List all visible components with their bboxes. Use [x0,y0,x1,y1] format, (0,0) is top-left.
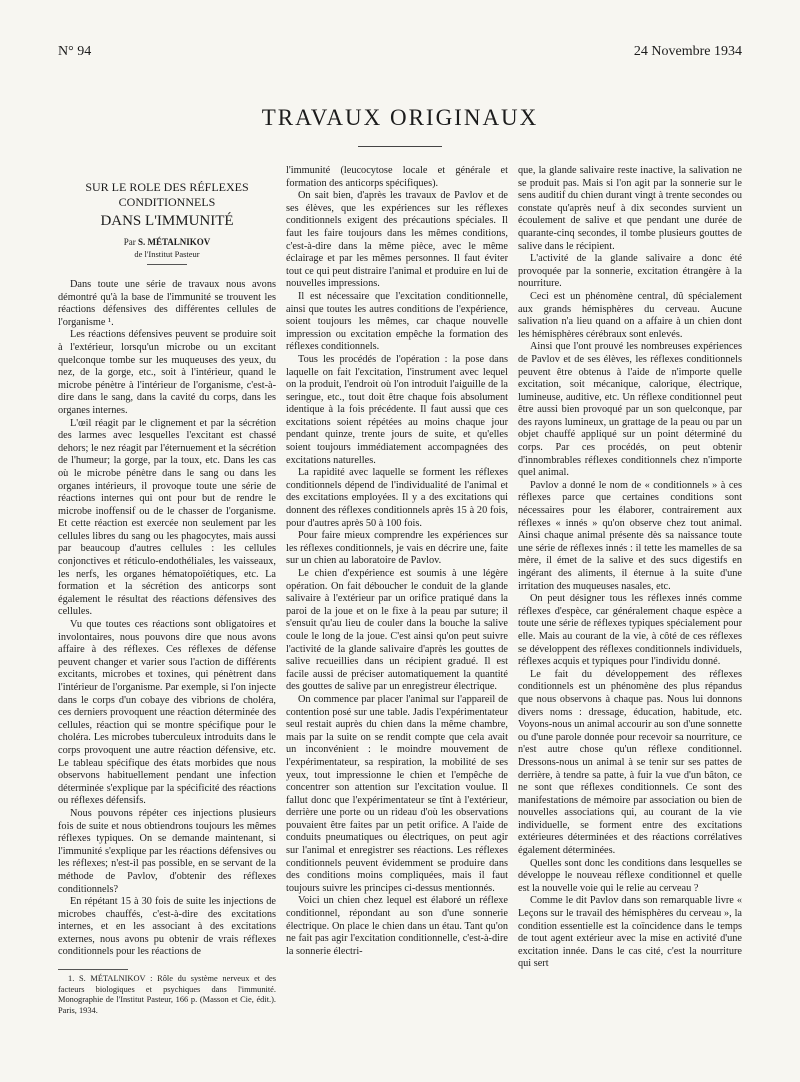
paragraph: Ainsi que l'ont prouvé les nombreuses expériences de Pavlov et de ses élèves, les réflexes conditionnels peuvent être obtenus à l'aide de n'importe quelle excitation, soit mécanique, calorique, électrique, lumineuse, auditive, etc. Un réflexe conditionnel peut être aussi bien provoqué par un son quelconque, par des rayons lumineux, un grattage de la peau ou par un objet chauffé appliqué sur un point déterminé du corps. Par ces procédés, on peut obtenir d'innombrables réflexes conditionnels chez n'importe quel animal. [518,341,742,479]
column-3 [518,165,742,971]
paragraph: Nous pouvons répéter ces injections plusieurs fois de suite et nous obtiendrons toujours les mêmes réflexes typiques. On se demande maintenant, si l'immunité s'explique par les réactions défensives ou les réflexes; n'est-il pas possible, en se servant de la méthode de Pavlov, d'obtenir des réflexes conditionnels? [58,807,276,895]
paragraph: Pavlov a donné le nom de « conditionnels » à ces réflexes parce que certaines conditions sont nécessaires pour les élaborer, contrairement aux réflexes « innés » qu'on observe chez tout animal. Ainsi chaque animal présente dès sa naissance toute une série de réflexes innés : il tette les mamelles de sa mère, il émet de la salive et des sucs digestifs en ingérant des aliments, il éternue à la suite d'une irritation des muqueuses nasales, etc. [518,479,742,592]
author-name: S. MÉTALNIKOV [137,237,211,247]
paragraph: Pour faire mieux comprendre les expériences sur les réflexes conditionnels, je vais en décrire une, faite sur un chien au laboratoire de Pavlov. [286,530,508,567]
paragraph: On commence par placer l'animal sur l'appareil de contention posé sur une table. Jadis l'expérimentateur seul restait auprès du chien dans la même chambre, mais par la suite on se rendit compte que cela avait un inconvénient : le moindre mouvement de l'expérimentateur, sa respiration, la mobilité de ses yeux, tout impressionne le chien et l'empêche de concentrer son attention sur l'excitation voulue. Il fallut donc que l'expérimentateur se tînt à l'extérieur, derrière une porte ou un rideau d'où les observations pouvaient être faites par un petit orifice. A l'aide de conduits pneumatiques ou électriques, on peut agir sur l'animal et enregistrer ses réactions. Les réflexes conditionnels peuvent évidemment se produire dans des conditions moins compliquées, mais il faut toujours suivre les principes ci-dessus mentionnés. [286,693,508,894]
paragraph: En répétant 15 à 30 fois de suite les injections de microbes chauffés, c'est-à-dire des excitations internes, et en les associant à des excitations externes, nous avons pu obtenir de vrais réflexes conditionnels pour les réactions de [58,896,276,958]
paragraph: L'activité de la glande salivaire a donc été provoquée par la sonnerie, excitation étrangère à la nourriture. [518,253,742,290]
paragraph: Le chien d'expérience est soumis à une légère opération. On fait déboucher le conduit de la glande salivaire à l'extérieur par un orifice pratiqué dans la paroi de la joue et on le fixe à la peau par suture; il s'ensuit qu'au lieu de couler dans la bouche la salive coule le long de la joue. C'est ainsi qu'on peut suivre l'activité de la glande salivaire d'après les gouttes de salive recueillies dans un récipient gradué. Il est facile aussi de préciser automatiquement la quantité des gouttes de salive par un enregistreur électrique. [286,568,508,693]
title-rule [358,146,442,147]
paragraph: Dans toute une série de travaux nous avons démontré qu'à la base de l'immunité se trouvent les réactions défensives des différentes cellules de l'organisme ¹. [58,279,276,328]
paragraph: Comme le dit Pavlov dans son remarquable livre « Leçons sur le travail des hémisphères du cerveau », la condition essentielle est la coïncidence dans le temps de tout agent extérieur avec la mise en activité d'une excitation innée. Dans le cas cité, c'est la nourriture qui sert [518,895,742,970]
paragraph: Les réactions défensives peuvent se produire soit à l'extérieur, lorsqu'un microbe ou un excitant quelconque tombe sur les muqueuses des yeux, du nez, de la gorge, etc., soit à l'intérieur, quand le microbe pénètre à l'intérieur de l'organisme, c'est-à-dire dans le sang, dans la cavité du corps, dans les organes internes. [58,329,276,416]
footnote-text: 1. S. MÉTALNIKOV : Rôle du système nerveux et des facteurs biologiques et psychiques dans l'immunité. Monographie de l'Institut Pasteur, 166 p. (Masson et Cie, édit.). Paris, 1934. [58,974,276,1015]
paragraph: Ceci est un phénomène central, dû spécialement aux grands hémisphères du cerveau. Aucune salivation n'a lieu quand on a affaire à un chien dont les hémisphères cérébraux sont enlevés. [518,290,742,340]
paragraph: Voici un chien chez lequel est élaboré un réflexe conditionnel, répondant au son d'une sonnerie électrique. On place le chien dans un étau. Tant qu'on ne fait pas agir l'excitation conditionnelle, c'est-à-dire la sonnerie électri- [286,895,508,957]
paragraph: La rapidité avec laquelle se forment les réflexes conditionnels dépend de l'individualité de l'animal et des excitations employées. Il y a des excitations qui donnent des réflexes conditionnels après 15 à 20 fois, pour d'autres après 50 à 100 fois. [286,467,508,529]
issue-date: 24 Novembre 1934 [633,44,742,59]
paragraph: On sait bien, d'après les travaux de Pavlov et de ses élèves, que les expériences sur les réflexes conditionnels exigent des précautions spéciales. Il faut les faire toujours dans les mêmes conditions, c'est-à-dire dans la même pièce, avec le même éclairage et par les mêmes personnes. Il faut éviter tout ce qui peut distraire l'animal et produire en lui de nouvelles impressions. [286,190,508,290]
paragraph: Le fait du développement des réflexes conditionnels est un phénomène des plus répandus que nous observons à chaque pas. Nous lui donnons divers noms : dressage, éducation, habitude, etc. Voyons-nous un animal accourir au son d'une sonnette ou d'une parole donnée pour recevoir sa nourriture, ce n'est autre chose qu'un réflexe conditionnel. Dressons-nous un animal à se tenir sur ses pattes de derrière, à tendre sa patte, à fuir la vue d'un bâton, ce ne sont que réflexes conditionnels. Ce sont des manifestations de mémoire par association ou bien de nouvelles associations qui, au courant de la vie individuelle, se forment entre des excitations extérieures déterminées et des réactions corrélatives également déterminées. [518,668,742,857]
footnote-rule [58,969,128,970]
paragraph: Quelles sont donc les conditions dans lesquelles se développe le nouveau réflexe conditionnel et quelle est la nouvelle voie qui le relie au cerveau ? [518,857,742,894]
column-2 [286,165,508,958]
paragraph: Tous les procédés de l'opération : la pose dans laquelle on fait l'excitation, l'instrument avec lequel on la produit, l'endroit où l'on introduit l'aiguille de la seringue, etc., tout doit être chaque fois absolument identique à la fois précédente. Il faut aussi que ces excitations soient répétées au moins chaque jour pendant quinze, trente jours de suite, et qu'elles soient toujours immédiatement accompagnées des excitations naturelles. [286,353,508,466]
column-1 [58,180,276,1016]
paragraph: Il est nécessaire que l'excitation conditionnelle, ainsi que toutes les autres conditions de l'expérience, soient toujours les mêmes, car chaque nouvelle impression ou excitation empêche la formation des réflexes conditionnels. [286,290,508,353]
paragraph: Vu que toutes ces réactions sont obligatoires et involontaires, nous pouvons dire que nous avons affaire à des réflexes. Ces réflexes de défense peuvent changer et varier sous l'action de différents excitants, microbes et toxines, qui pénètrent dans l'intérieur de l'organisme. Par exemple, si l'on injecte dans le corps d'un cobaye des vibrions de choléra, ces derniers provoquent une réaction déterminée des cellules, réaction qui se montre spécifique pour le choléra. Les microbes tuberculeux introduits dans le corps provoquent une autre réaction défensive, etc. Le tableau spécifique des états morbides que nous observons habituellement pendant une infection déterminée s'explique par la spécificité des réactions ou réflexes défensifs. [58,619,276,807]
footnote [58,974,276,1016]
section-title: TRAVAUX ORIGINAUX [261,105,539,130]
paragraph: L'œil réagit par le clignement et par la sécrétion des larmes avec lesquelles l'excitant est chassé dehors; le nez réagit par l'éternuement et la sécrétion de l'humeur; la gorge, par la toux, etc. Dans les cas où le microbe pénètre dans le sang ou dans les organes intérieurs, il provoque toute une série de réactions internes qui ont pour but de rendre le microbe inoffensif ou de le chasser de l'organisme. Et cette réaction est exercée non seulement par les cellules libres du sang ou les phagocytes, mais aussi par beaucoup d'autres cellules : les cellules conjonctives et réticulo-endothéliales, les vaisseaux, les nerfs, les organes hématopoïétiques, etc. La formation et la sécrétion des anticorps sont également le résultat des réactions défensives des cellules. [58,417,276,618]
paragraph: que, la glande salivaire reste inactive, la salivation ne se produit pas. Mais si l'on agit par la sonnerie sur le sens auditif du chien durant vingt à trente secondes ou constate qu'après neuf à dix secondes survient un écoulement de salive et que pendant une durée de quarante-cinq secondes, il tombe plusieurs gouttes de salive dans le récipient. [518,165,742,252]
paragraph: On peut désigner tous les réflexes innés comme réflexes d'espèce, car généralement chaque espèce a toute une série de réflexes typiques spécialement pour elle. Mais au courant de la vie, à côté de ces réflexes se développent des réflexes conditionnels individuels, réflexes acquis et typiques pour l'individu donné. [518,593,742,668]
author-prefix: Par [123,237,136,247]
issue-number: N° 94 [58,44,92,59]
author-institution: de l'Institut Pasteur [134,249,200,259]
article-subtitle: DANS L'IMMUNITÉ [100,213,234,229]
author-line [58,236,276,248]
article-title: SUR LE ROLE DES RÉFLEXES CONDITIONNELS [85,180,249,209]
author-rule [147,264,187,265]
paragraph: l'immunité (leucocytose locale et générale et formation des anticorps spécifiques). [286,165,508,189]
